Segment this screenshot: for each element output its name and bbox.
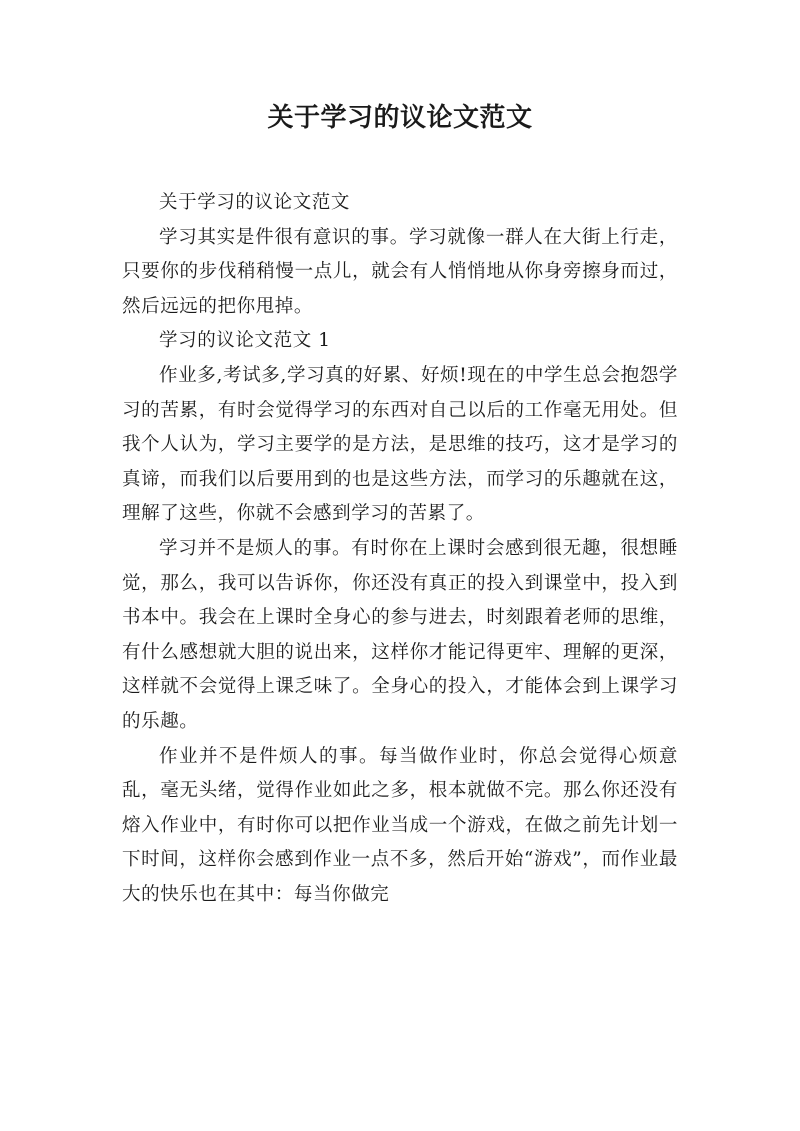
document-body	[122, 186, 678, 912]
paragraph-subheading: 学习的议论文范文 1	[159, 330, 331, 352]
paragraph-body: 作业并不是件烦人的事。每当做作业时，你总会觉得心烦意乱，毫无头绪，觉得作业如此之多，根本就做不完。那么你还没有熔入作业中，有时你可以把作业当成一个游戏，在做之前先计划一下时间，这样你会感到作业一点不多，然后开始“游戏”，而作业最大的快乐也在其中：每当你做完	[122, 745, 678, 905]
document-title: 关于学习的议论文范文	[267, 103, 533, 133]
paragraph-body: 学习并不是烦人的事。有时你在上课时会感到很无趣，很想睡觉，那么，我可以告诉你，你还没有真正的投入到课堂中，投入到书本中。我会在上课时全身心的参与进去，时刻跟着老师的思维，有什么感想就大胆的说出来，这样你才能记得更牢、理解的更深，这样就不会觉得上课乏味了。全身心的投入，才能体会到上课学习的乐趣。	[122, 537, 678, 732]
paragraph-heading: 关于学习的议论文范文	[159, 192, 351, 213]
paragraph-intro: 学习其实是件很有意识的事。学习就像一群人在大街上行走，只要你的步伐稍稍慢一点儿，就会有人悄悄地从你身旁擦身而过，然后远远的把你甩掉。	[122, 226, 678, 317]
paragraph-body: 作业多,考试多,学习真的好累、好烦!现在的中学生总会抱怨学习的苦累，有时会觉得学习的东西对自己以后的工作毫无用处。但我个人认为，学习主要学的是方法，是思维的技巧，这才是学习的真谛，而我们以后要用到的也是这些方法，而学习的乐趣就在这，理解了这些，你就不会感到学习的苦累了。	[122, 364, 678, 525]
